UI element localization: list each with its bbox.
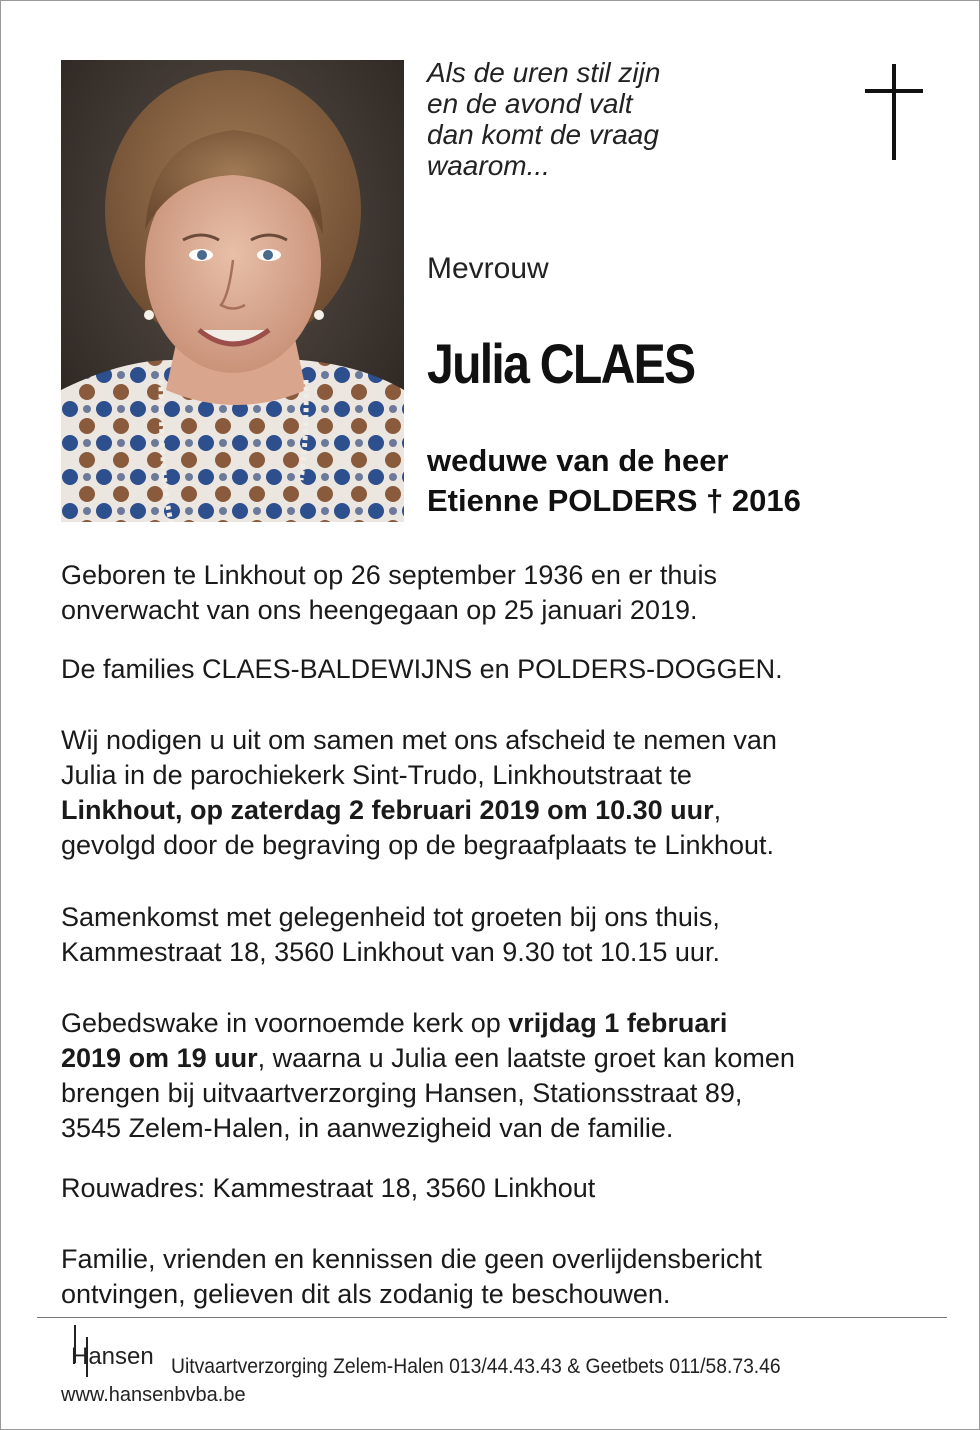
- paragraph-line: Gebedswake in voornoemde kerk op vrijdag 1 februari: [61, 1008, 728, 1038]
- portrait-photo: [61, 60, 404, 522]
- cross-icon: [865, 64, 923, 160]
- paragraph-line: Linkhout, op zaterdag 2 februari 2019 om 10.30 uur,: [61, 795, 722, 825]
- paragraph-line: Julia in de parochiekerk Sint-Trudo, Linkhoutstraat te: [61, 760, 692, 790]
- paragraph-line: Wij nodigen u uit om samen met ons afscheid te nemen van: [61, 725, 777, 755]
- gathering-paragraph: [61, 900, 941, 970]
- paragraph-line: 2019 om 19 uur, waarna u Julia een laatste groet kan komen: [61, 1043, 795, 1073]
- logo-brand: Hansen: [71, 1343, 154, 1370]
- paragraph-line: brengen bij uitvaartverzorging Hansen, Stationsstraat 89,: [61, 1078, 743, 1108]
- widow-of: [427, 441, 801, 521]
- hansen-logo: [61, 1323, 171, 1379]
- deceased-name: Julia CLAES: [427, 332, 695, 395]
- mourning-address: [61, 1171, 941, 1206]
- paragraph-line: ontvingen, gelieven dit als zodanig te beschouwen.: [61, 1279, 671, 1309]
- poem: [427, 57, 660, 181]
- birth-death-paragraph: [61, 558, 941, 628]
- service-paragraph: [61, 723, 941, 863]
- paragraph-line: onverwacht van ons heengegaan op 25 januari 2019.: [61, 595, 698, 625]
- funeral-director-info: Uitvaartverzorging Zelem-Halen 013/44.43.43 & Geetbets 011/58.73.46: [171, 1355, 781, 1378]
- widow-line: weduwe van de heer: [427, 443, 729, 478]
- vigil-paragraph: [61, 1006, 941, 1146]
- paragraph-line: Samenkomst met gelegenheid tot groeten bij ons thuis,: [61, 902, 720, 932]
- website-link[interactable]: www.hansenbvba.be: [61, 1384, 246, 1406]
- honorific: Mevrouw: [427, 252, 549, 285]
- paragraph-line: Rouwadres: Kammestraat 18, 3560 Linkhout: [61, 1173, 596, 1203]
- paragraph-line: gevolgd door de begraving op de begraafplaats te Linkhout.: [61, 830, 775, 860]
- poem-line: waarom...: [427, 150, 550, 181]
- paragraph-line: Kammestraat 18, 3560 Linkhout van 9.30 tot 10.15 uur.: [61, 937, 720, 967]
- vigil-date: vrijdag 1 februari: [508, 1008, 728, 1038]
- families-paragraph: [61, 652, 941, 687]
- footer-divider: [37, 1317, 947, 1318]
- paragraph-line: Geboren te Linkhout op 26 september 1936 en er thuis: [61, 560, 717, 590]
- notice-paragraph: [61, 1242, 941, 1312]
- spouse-name: Etienne POLDERS † 2016: [427, 483, 801, 518]
- paragraph-line: De families CLAES-BALDEWIJNS en POLDERS-DOGGEN.: [61, 654, 783, 684]
- vigil-time: 2019 om 19 uur: [61, 1043, 258, 1073]
- service-date: Linkhout, op zaterdag 2 februari 2019 om 10.30 uur: [61, 795, 714, 825]
- poem-line: Als de uren stil zijn: [427, 57, 661, 88]
- paragraph-line: 3545 Zelem-Halen, in aanwezigheid van de familie.: [61, 1113, 674, 1143]
- poem-line: dan komt de vraag: [427, 119, 659, 150]
- paragraph-line: Familie, vrienden en kennissen die geen overlijdensbericht: [61, 1244, 762, 1274]
- poem-line: en de avond valt: [427, 88, 633, 119]
